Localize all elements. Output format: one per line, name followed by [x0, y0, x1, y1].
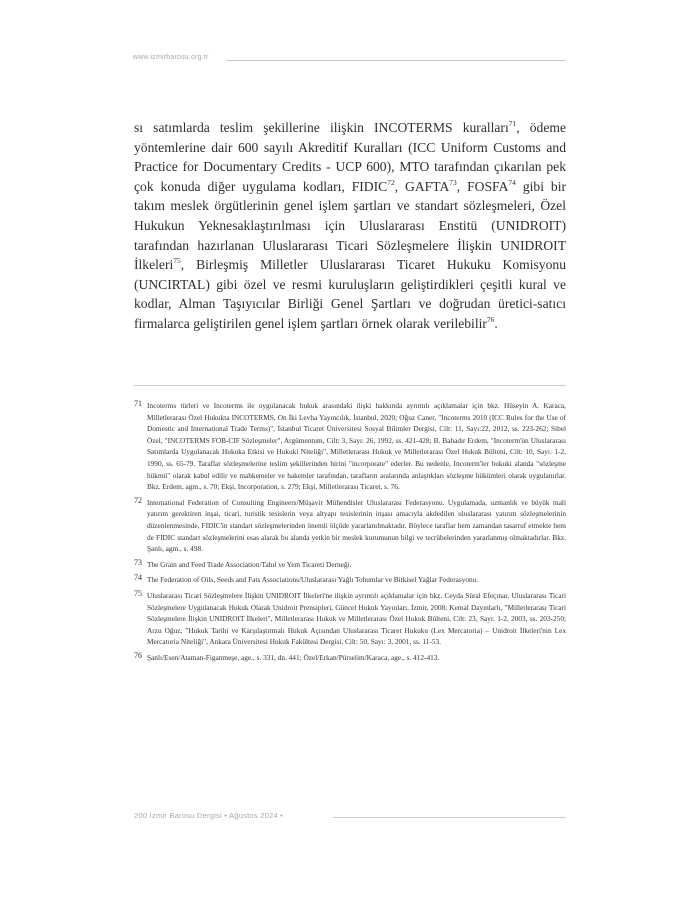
footnote-text: Incoterms türleri ve Incoterms ile uygulanacak hukuk arasındaki ilişki hakkında ayrıntılı açıklamalar için bkz. Hüseyin A. Karaca, Milletlerarası Özel Hukukta INCOTERMS, On İki Levha Yayıncılık, İstanbul, 2020; Oğuz Caner, "Incoterms 2010 (ICC Rules for the Use of Domestic and International Trade Terms)", İstanbul Ticaret Üniversitesi Sosyal Bilimler Dergisi, Cilt: 11, Sayı:22, 2012, ss. 223-262; Sibel Özel, "INCOTERMS FOB-CIF Sözleşmeler", Argümentum, Cilt: 3, Sayı: 26, 1992, ss. 421-428; B. Bahadır Erdem, "Incoterm'ün Uluslararası Satımlarda Uygulanacak Hukuka Etkisi ve Hukuki Niteliği", Milletlerarası Hukuk ve Milletlerarası Özel Hukuk Bülteni, Cilt: 10, Sayı: 1-2, 1990, ss. 65-79. Taraflar sözleşmelerine teslim şekillerinden birini "incorporate" ederler. Bu nedenle, Incoterm'ler hukuki alanda "sözleşme hükmü" olarak kabul edilir ve mahkemeler ve hakemler tarafından, tarafların aralarında anlaştıkları sözleşme hükümleri olarak uygulanırlar. Bkz. Erdem, agm., s. 70; Ekşi, Incorporation, s. 279; Ekşi, Milletlerarası Ticaret, s. 76. [147, 401, 566, 492]
footnote-text: Uluslararası Ticari Sözleşmelere İlişkin UNIDROIT İlkeleri'ne ilişkin ayrıntılı açıklamalar için bkz. Ceyda Süral Efeçınar, Uluslararası Ticari Sözleşmelere Uygulanacak Hukuk Olarak Unidroit Prensipleri, Güncel Hukuk Yayınları, İzmir, 2008; Kemal Dayınlarlı, "Milletlerarası Ticari Sözleşmelere İlişkin UNIDROIT İlkeleri", Milletlerarası Hukuk ve Milletlerarası Özel Hukuk Bülteni, Cilt: 23, Sayı: 1-2, 2003, ss. 203-250; Arzu Oğuz, "Hukuk Tarihi ve Karşılaştırmalı Hukuk Açısından Uluslararası Ticaret Hukuku (Lex Mercatoria) – Unidroit İlkeleri'nin Lex Mercatoria Niteliği", Ankara Üniversitesi Hukuk Fakültesi Dergisi, Cilt: 50, Sayı: 3, 2001, ss. 11-53. [147, 590, 566, 647]
footnote-text: International Federation of Consulting Engineers/Müşavir Mühendisler Uluslararası Federasyonu. Uygulamada, uzmanlık ve büyük mali yatırım gerektiren inşai, ticari, turistik tesislerin veya altyapı tesislerinin inşası amacıyla akdedilen uluslararası yatırım sözleşmelerinin düzenlenmesinde, FIDIC'in standart sözleşmelerinden önemli ölçüde yararlanılmaktadır. Böylece taraflar hem zamandan tasarruf etmekte hem de FIDIC standart sözleşmelerini esas alarak bu alanda yetkin bir meslek kurumunun bilgi ve tecrübelerinden yararlanmış olmaktadırlar. Bkz. Şanlı, agm., s. 498. [147, 497, 566, 554]
footnote-ref-75[interactable]: 75 [173, 256, 181, 266]
footnote-number: 74 [134, 573, 142, 583]
footnotes [134, 400, 566, 667]
footnote-ref-71[interactable]: 71 [508, 119, 517, 128]
footnote-74 [134, 574, 566, 586]
footnote-72 [134, 497, 566, 555]
body-text-4: , FOSFA [456, 178, 509, 194]
body-text-3: , GAFTA [394, 178, 450, 194]
footnote-76 [134, 652, 566, 664]
footnote-separator-right [412, 385, 566, 386]
footnote-number: 75 [134, 588, 142, 598]
body-text-2: , ödeme yöntemlerine dair 600 sayılı Akreditif Kuralları (ICC Uniform Customs and Practice for Documentary Credits - UCP 600), MTO tarafından çıkarılan pek çok konuda diğer uygulama kodları, FIDIC [134, 120, 566, 194]
footer-rule [333, 817, 566, 818]
footnote-separator [134, 385, 394, 400]
footnote-text: Şanlı/Esen/Ataman-Figanmeşe, age., s. 331, dn. 441; Özel/Erkan/Pürselim/Karaca, age., s. 412-413. [147, 652, 440, 662]
footnote-ref-74[interactable]: 74 [508, 177, 516, 187]
footnote-ref-73[interactable]: 73 [449, 177, 457, 187]
body-text-5: gibi bir takım meslek örgütlerinin genel işlem şartları ve standart sözleşmeleri, Özel Hukukun Yeknesaklaştırılması için Uluslararası Enstitü (UNIDROIT) tarafından hazırlanan Uluslararası Ticari Sözleşmelere İlişkin UNIDROIT İlkeleri [134, 178, 567, 273]
footnote-ref-76[interactable]: 76 [486, 314, 495, 324]
header-url: www.izmirbarosu.org.tr [133, 54, 209, 61]
footnote-75 [134, 590, 566, 648]
footnote-number: 72 [134, 495, 142, 505]
footnote-ref-72[interactable]: 72 [387, 177, 395, 187]
body-paragraph [134, 118, 566, 334]
footnote-text: The Grain and Feed Trade Association/Tahıl ve Yem Ticareti Derneği. [147, 559, 352, 569]
page-footer: 200 İzmir Barosu Dergisi • Ağustos 2024 • [134, 811, 284, 820]
body-text-7: . [494, 315, 498, 331]
body-text-1: sı satımlarda teslim şekillerine ilişkin INCOTERMS kuralları [134, 120, 509, 135]
body-text-6: , Birleşmiş Milletler Uluslararası Ticaret Hukuku Komisyonu (UNCIRTAL) gibi özel ve resmi kuruluşların geliştirdikleri çeşitli kural ve kodlar, Alman Taşıyıcılar Birliği Genel Şartları ve doğrudan üretici-satıcı firmalarca geliştirilen genel işlem şartları örnek olarak verilebilir [134, 257, 566, 331]
footnote-71 [134, 400, 566, 493]
footnote-number: 71 [134, 399, 142, 408]
footnote-number: 76 [134, 650, 142, 660]
footnote-text: The Federation of Oils, Seeds and Fats Associations/Uluslararası Yağlı Tohumlar ve Bitkisel Yağlar Federasyonu. [147, 575, 479, 585]
header-rule [226, 60, 566, 61]
footnote-number: 73 [134, 557, 142, 567]
footnote-73 [134, 559, 566, 571]
